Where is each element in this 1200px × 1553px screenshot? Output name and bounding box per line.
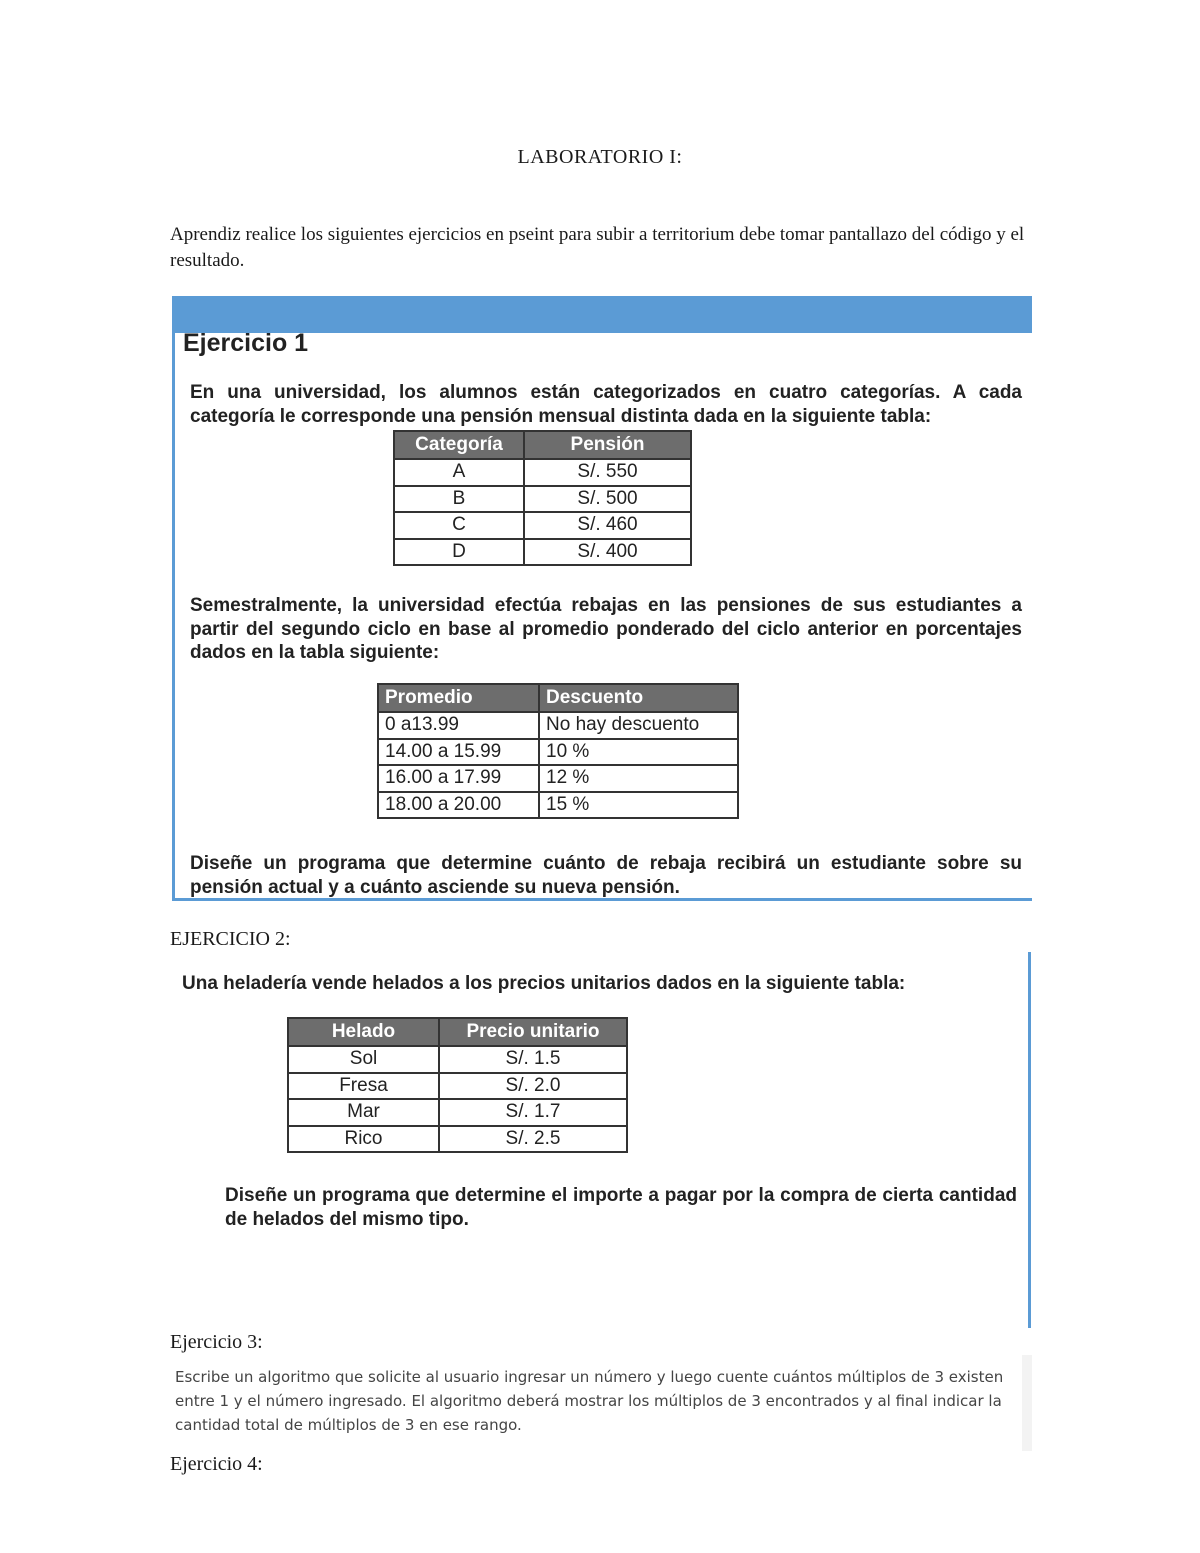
table-cell: 0 a13.99 (378, 712, 539, 739)
exercise-1-header-bar (172, 296, 1032, 333)
table-header-cell: Descuento (539, 684, 738, 712)
table-cell: No hay descuento (539, 712, 738, 739)
exercise-1-left-border (172, 333, 175, 899)
table-row (288, 1046, 627, 1073)
table-cell: 16.00 a 17.99 (378, 765, 539, 792)
table-cell: S/. 460 (524, 512, 691, 539)
table-header-cell: Categoría (394, 431, 524, 459)
exercise-3-text: Escribe un algoritmo que solicite al usuario ingresar un número y luego cuente cuántos múltiplos de 3 existen entre 1 y el número ingresado. El algoritmo deberá mostrar los múltiplos de 3 encontrados y al final indicar la cantidad total de múltiplos de 3 en ese rango. (175, 1368, 1004, 1434)
table-row (288, 1073, 627, 1100)
table-header-cell: Promedio (378, 684, 539, 712)
table-cell: Rico (288, 1126, 439, 1153)
table-cell: 15 % (539, 792, 738, 819)
table-cell: S/. 400 (524, 539, 691, 566)
table-cell: S/. 2.5 (439, 1126, 627, 1153)
table-cell: S/. 1.5 (439, 1046, 627, 1073)
table-row (288, 1099, 627, 1126)
table-header-row (288, 1018, 627, 1046)
table-row (378, 792, 738, 819)
exercise-4-label: Ejercicio 4: (170, 1453, 263, 1475)
exercise-3-label: Ejercicio 3: (170, 1331, 263, 1353)
table-cell: 10 % (539, 739, 738, 766)
table-cell: 14.00 a 15.99 (378, 739, 539, 766)
exercise-2-label: EJERCICIO 2: (170, 928, 291, 950)
table-header-cell: Precio unitario (439, 1018, 627, 1046)
table-row (394, 486, 691, 513)
table-cell: S/. 2.0 (439, 1073, 627, 1100)
table-header-cell: Helado (288, 1018, 439, 1046)
table-cell: A (394, 459, 524, 486)
table-row (394, 512, 691, 539)
table-cell: Fresa (288, 1073, 439, 1100)
table-row (394, 539, 691, 566)
table-cell: B (394, 486, 524, 513)
discount-table (377, 683, 739, 819)
table-cell: S/. 1.7 (439, 1099, 627, 1126)
exercise-3-edge-shade (1022, 1355, 1032, 1451)
pension-table (393, 430, 692, 566)
table-cell: C (394, 512, 524, 539)
table-row (394, 459, 691, 486)
document-title: LABORATORIO I: (517, 146, 683, 168)
exercise-1-paragraph-2: Semestralmente, la universidad efectúa rebajas en las pensiones de sus estudiantes a partir del segundo ciclo en base al promedio ponderado del ciclo anterior en porcentajes dados en la tabla siguiente: (190, 595, 1022, 663)
helado-price-table (287, 1017, 628, 1153)
table-header-row (378, 684, 738, 712)
table-header-row (394, 431, 691, 459)
table-cell: Mar (288, 1099, 439, 1126)
exercise-1-paragraph-3: Diseñe un programa que determine cuánto de rebaja recibirá un estudiante sobre su pensión actual y a cuánto asciende su nueva pensión. (190, 853, 1022, 898)
exercise-2-paragraph-1: Una heladería vende helados a los precios unitarios dados en la siguiente tabla: (182, 973, 906, 994)
table-cell: 18.00 a 20.00 (378, 792, 539, 819)
table-row (378, 765, 738, 792)
table-row (378, 739, 738, 766)
table-cell: D (394, 539, 524, 566)
table-cell: S/. 550 (524, 459, 691, 486)
exercise-2-right-border (1028, 952, 1031, 1328)
exercise-1-box (172, 296, 1032, 901)
table-cell: Sol (288, 1046, 439, 1073)
table-header-cell: Pensión (524, 431, 691, 459)
table-cell: S/. 500 (524, 486, 691, 513)
exercise-1-heading: Ejercicio 1 (183, 329, 309, 357)
table-row (288, 1126, 627, 1153)
exercise-1-paragraph-1: En una universidad, los alumnos están categorizados en cuatro categorías. A cada categoría le corresponde una pensión mensual distinta dada en la siguiente tabla: (190, 382, 1022, 427)
intro-paragraph: Aprendiz realice los siguientes ejercicios en pseint para subir a territorium debe tomar pantallazo del código y el resultado. (170, 224, 1025, 271)
exercise-2-paragraph-2: Diseñe un programa que determine el importe a pagar por la compra de cierta cantidad de helados del mismo tipo. (225, 1185, 1017, 1230)
table-cell: 12 % (539, 765, 738, 792)
table-row (378, 712, 738, 739)
